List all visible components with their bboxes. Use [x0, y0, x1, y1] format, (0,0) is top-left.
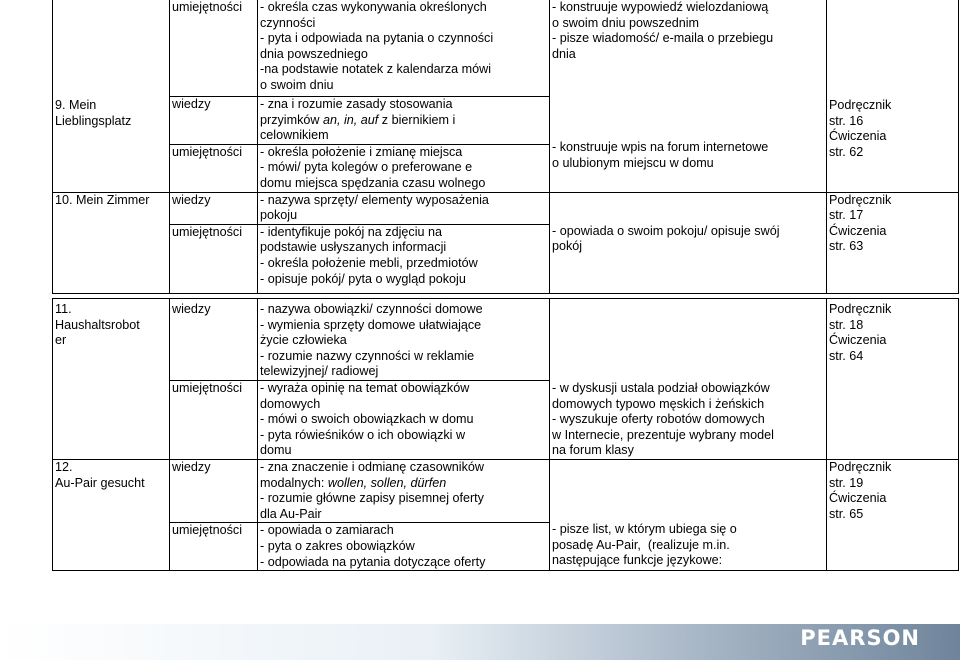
category-label: umiejętności: [170, 380, 258, 459]
table-row: [53, 0, 959, 97]
skills-description: - określa położenie i zmianę miejsca - mówi/ pyta kolegów o preferowane e domu miejsca spędzania czasu wolnego: [258, 144, 550, 192]
topic-cell: [53, 0, 170, 192]
reference-cell: Podręcznik str. 17 Ćwiczenia str. 63: [827, 192, 959, 294]
category-label: wiedzy: [170, 192, 258, 224]
table-row: [53, 299, 959, 381]
activity-description: - w dyskusji ustala podział obowiązków domowych typowo męskich i żeńskich - wyszukuje oferty robotów domowych w Internecie, prezentuje wybrany model na forum klasy: [550, 299, 827, 460]
skills-description: - identyfikuje pokój na zdjęciu na podstawie usłyszanych informacji - określa położenie mebli, przedmiotów - opisuje pokój/ pyta o wygląd pokoju: [258, 224, 550, 293]
skills-description: - opowiada o zamiarach - pyta o zakres obowiązków - odpowiada na pytania dotyczące oferty: [258, 523, 550, 571]
table-row: [53, 459, 959, 522]
activity-description: - konstruuje wypowiedź wielozdaniową o swoim dniu powszednim - pisze wiadomość/ e-maila o przebiegu dnia - konstruuje wpis na forum internetowe o ulubionym miejscu w domu: [550, 0, 827, 192]
activity-description: - pisze list, w którym ubiega się o posadę Au-Pair, (realizuje m.in. następujące funkcje językowe:: [550, 459, 827, 570]
topic-title: 10. Mein Zimmer: [55, 192, 150, 207]
reference-cell: Podręcznik str. 19 Ćwiczenia str. 65: [827, 459, 959, 570]
topic-cell: 12. Au-Pair gesucht: [53, 459, 170, 570]
reference-cell: Podręcznik str. 16 Ćwiczenia str. 62: [827, 0, 959, 192]
topic-cell: [53, 192, 170, 294]
curriculum-table-bottom: [52, 298, 959, 571]
knowledge-description: - nazywa obowiązki/ czynności domowe - wymienia sprzęty domowe ułatwiające życie człowieka - rozumie nazwy czynności w reklamie telewizyjnej/ radiowej: [258, 299, 550, 381]
topic-title: 9. Mein Lieblingsplatz: [55, 98, 132, 128]
category-label: umiejętności: [170, 523, 258, 571]
curriculum-table-top: [52, 0, 959, 294]
skills-description: - wyraża opinię na temat obowiązków domowych - mówi o swoich obowiązkach w domu - pyta rówieśników o ich obowiązki w domu: [258, 380, 550, 459]
category-label: wiedzy: [170, 459, 258, 522]
category-label: wiedzy: [170, 97, 258, 145]
knowledge-description: - zna i rozumie zasady stosowania przyimków an, in, auf z biernikiem i celownikiem: [258, 97, 550, 145]
knowledge-description: - zna znaczenie i odmianę czasowników modalnych: wollen, sollen, dürfen - rozumie główne zapisy pisemnej oferty dla Au-Pair: [258, 459, 550, 522]
knowledge-description: - nazywa sprzęty/ elementy wyposażenia pokoju: [258, 192, 550, 224]
skills-description: - określa czas wykonywania określonych czynności - pyta i odpowiada na pytania o czynności dnia powszedniego -na podstawie notatek z kalendarza mówi o swoim dniu: [258, 0, 550, 97]
category-label: umiejętności: [170, 144, 258, 192]
category-label: umiejętności: [170, 0, 258, 97]
category-label: wiedzy: [170, 299, 258, 381]
reference-cell: Podręcznik str. 18 Ćwiczenia str. 64: [827, 299, 959, 460]
table-row: [53, 192, 959, 224]
activity-description: - opowiada o swoim pokoju/ opisuje swój pokój: [550, 192, 827, 294]
category-label: umiejętności: [170, 224, 258, 293]
topic-cell: 11. Haushaltsrobot er: [53, 299, 170, 460]
pearson-logo: PEARSON: [800, 626, 920, 650]
